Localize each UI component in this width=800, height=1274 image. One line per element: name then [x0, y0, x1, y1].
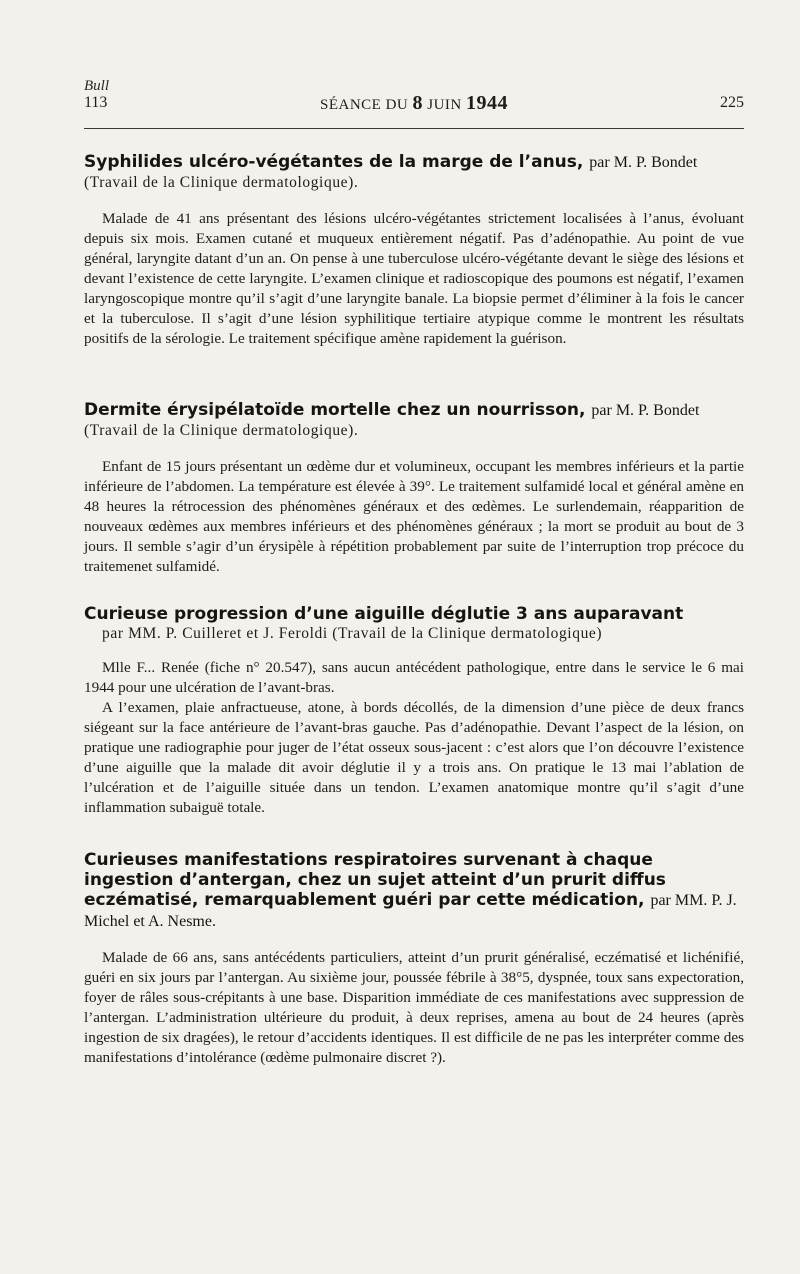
- article-syphilides: [84, 152, 744, 349]
- article-body-paragraph-1: Mlle F... Renée (fiche n° 20.547), sans aucun antécédent pathologique, entre dans le service le 6 mai 1944 pour une ulcération de l’avant-bras.: [84, 659, 744, 696]
- article-title: [84, 152, 744, 173]
- article-title: [84, 850, 744, 932]
- article-title-text: Curieuses manifestations respiratoires survenant à chaque ingestion d’antergan, chez un sujet atteint d’un prurit diffus eczématisé, remarquablement guéri par cette médication,: [84, 850, 666, 910]
- header-prefix: SÉANCE DU: [319, 97, 409, 113]
- header-year: 1944: [466, 92, 508, 114]
- article-title: [84, 400, 744, 421]
- article-antergan: [84, 850, 744, 1068]
- article-subtitle: (Travail de la Clinique dermatologique): [332, 625, 603, 642]
- article-subtitle: (Travail de la Clinique dermatologique).: [84, 174, 359, 191]
- article-authors: par M. P. Bondet: [589, 154, 698, 171]
- handwritten-annotation: Bull: [84, 78, 109, 94]
- article-dermite: [84, 400, 744, 577]
- header-month: JUIN: [427, 97, 462, 113]
- article-body: Enfant de 15 jours présentant un œdème dur et volumineux, occupant les membres inférieurs et la partie inférieure de l’abdomen. La température est élevée à 39°. Le traitement sulfamidé local et général amène en 48 heures la rétrocession des phénomènes généraux et des œdèmes. Le surlendemain, réapparition de nouveaux œdèmes aux membres inférieurs et des phénomènes généraux ; la mort se produit au bout de 3 jours. Il semble s’agir d’un érysipèle à répétition probablement par suite de l’interruption trop précoce du traitemenet sulfamidé.: [84, 458, 744, 575]
- article-aiguille: [84, 604, 744, 818]
- article-title-text: Curieuse progression d’une aiguille déglutie 3 ans auparavant: [84, 604, 684, 624]
- article-authors: par M. P. Bondet: [591, 402, 700, 419]
- article-body: Malade de 41 ans présentant des lésions ulcéro-végétantes strictement localisées à l’anus, évoluant depuis six mois. Examen cutané et muqueux entièrement négatif. Pas d’adénopathie. Au point de vue général, laryngite datant d’un an. On pense à une tuberculose ulcéro-végétante devant le siège des lésions et devant l’existence de cette laryngite. L’examen clinique et radioscopique des poumons est négatif, l’examen laryngoscopique montre qu’il s’agit d’une laryngite banale. La biopsie permet d’éliminer à la fois le cancer et la tuberculose. Il s’agit d’une lésion syphilitique tertiaire atypique comme le montrent les résultats positifs de la sérologie. Le traitement spécifique amène rapidement la guérison.: [84, 210, 744, 347]
- article-authors: par MM. P. J. Michel et A. Nesme.: [84, 892, 737, 930]
- header-day: 8: [412, 92, 423, 114]
- header-session-title: [84, 92, 744, 115]
- header-left-number: 113: [84, 94, 108, 111]
- article-subtitle: (Travail de la Clinique dermatologique).: [84, 422, 359, 439]
- article-title: [84, 604, 744, 624]
- article-body-paragraph-2: A l’examen, plaie anfractueuse, atone, à bords décollés, de la dimension d’une pièce de deux francs siégeant sur la face antérieure de l’avant-bras gauche. Pas d’adénopathie. Devant l’aspect de la lésion, on pratique une radiographie pour juger de l’état osseux sous-jacent : c’est alors que l’on découvre l’existence d’une aiguille que la malade dit avoir déglutie il y a trois ans. On pratique le 13 mai l’ablation de l’ulcération et de l’aiguille située dans un tendon. L’examen anatomique montre qu’il s’agit d’une inflammation subaiguë totale.: [84, 699, 744, 816]
- article-title-text: Dermite érysipélatoïde mortelle chez un nourrisson,: [84, 400, 586, 420]
- article-title-text: Syphilides ulcéro-végétantes de la marge de l’anus,: [84, 152, 584, 172]
- article-byline: [84, 624, 744, 644]
- running-header: [84, 92, 744, 118]
- header-rule: [84, 128, 744, 129]
- article-body: Malade de 66 ans, sans antécédents particuliers, atteint d’un prurit généralisé, eczématisé et lichénifié, guéri en six jours par l’antergan. Au sixième jour, poussée fébrile à 38°5, dyspnée, toux sans expectoration, foyer de râles sous-crépitants à une base. Disparition immédiate de ces manifestations avec suppression de l’antergan. L’administration ultérieure du produit, à deux reprises, amena au bout de 24 heures (après ingestion de six dragées), le retour d’accidents identiques. Il est difficile de ne pas les interpréter comme des manifestations d’intolérance (œdème pulmonaire discret ?).: [84, 949, 744, 1066]
- article-authors: par MM. P. Cuilleret et J. Feroldi: [102, 625, 328, 642]
- page-number: 225: [720, 94, 744, 111]
